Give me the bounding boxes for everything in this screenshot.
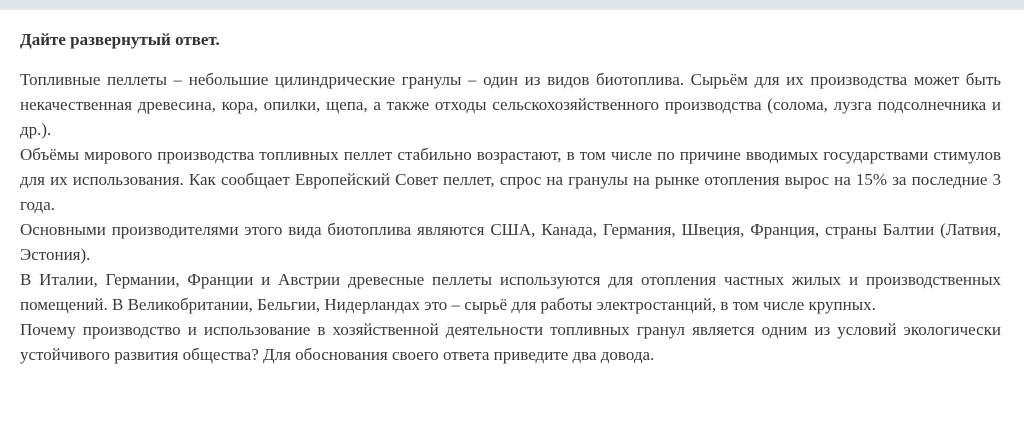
task-paragraph-1: Топливные пеллеты – небольшие цилиндрические гранулы – один из видов биотоплива. Сырьём для их производства может быть некачественная древесина, кора, опилки, щепа, а также отходы сельскохозяйственного производства (солома, лузга подсолнечника и др.). — [20, 70, 1001, 139]
task-paragraph-4: В Италии, Германии, Франции и Австрии древесные пеллеты используются для отопления частных жилых и производственных помещений. В Великобритании, Бельгии, Нидерландах это – сырьё для работы электростанций, в том числе крупных. — [20, 270, 1001, 314]
top-bar — [0, 0, 1024, 10]
task-paragraph-3: Основными производителями этого вида биотоплива являются США, Канада, Германия, Швеция, Франция, страны Балтии (Латвия, Эстония). — [20, 220, 1001, 264]
task-title: Дайте развернутый ответ. — [20, 30, 220, 49]
task-paragraph-2: Объёмы мирового производства топливных пеллет стабильно возрастают, в том числе по причине вводимых государствами стимулов для их использования. Как сообщает Европейский Совет пеллет, спрос на гранулы на рынке отопления вырос на 15% за последние 3 года. — [20, 145, 1001, 214]
task-question: Почему производство и использование в хозяйственной деятельности топливных гранул является одним из условий экологически устойчивого развития общества? Для обоснования своего ответа приведите два довода. — [20, 320, 1001, 364]
task-content — [20, 10, 1001, 367]
